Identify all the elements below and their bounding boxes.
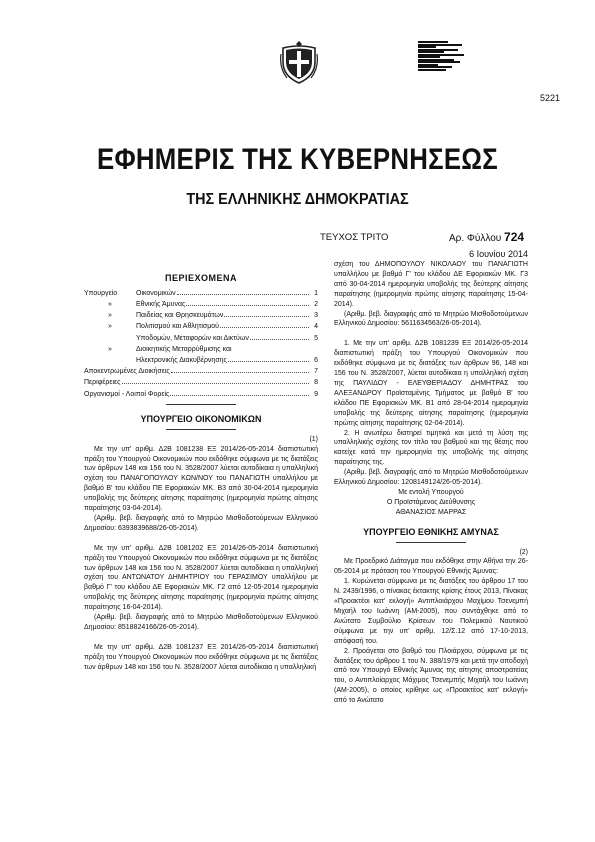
toc-page: 8 <box>314 379 318 387</box>
toc-entry: Ηλεκτρονικής Διακυβέρνησης <box>136 357 227 365</box>
leader-dots <box>186 304 309 306</box>
toc-entry: Οικονομικών <box>136 289 176 297</box>
toc-ministry: » <box>108 323 112 331</box>
paragraph: (Αριθμ. βεβ. διαγραφής από το Μητρώο Μισθοδοτούμενων Ελληνικού Δημοσίου: 5611634563/26-05-2014). <box>334 310 528 328</box>
paragraph: Με Προεδρικό Διάταγμα που εκδόθηκε στην Αθήνα την 26-05-2014 με πρόταση του Υπουργού Εθνικής Άμυνας: <box>334 558 528 576</box>
toc-page: 7 <box>314 368 318 376</box>
paragraph: 1. Με την υπ' αριθμ. Δ2Β 1081239 ΕΞ 2014/26-05-2014 διαπιστωτική πράξη του Υπουργού Οικονομικών που εκδόθηκε σύμφωνα με τις διατάξεις των άρθρων 96, 148 και 156 του Ν. 3528/2007, λύεται αυτοδίκαια η υπαλληλική σχέση της ΠΑΥΛΙΔΟΥ - ΕΛΕΥΘΕΡΙΑΔΟΥ ΔΗΜΗΤΡΑΣ του ΑΛΕΞΑΝΔΡΟΥ Προϊσταμένης Τμήματος με βαθμό Β' του κλάδου ΠΕ Εφοριακών ΜΚ. Β1 από 28-04-2014 ημερομηνία υποβολής της δεύτερης αίτησης παραίτησης (ημερομηνία πρώτης αίτησης παραίτησης 02-04-2014). <box>334 340 528 427</box>
gazette-subtitle: ΤΗΣ ΕΛΛΗΝΙΚΗΣ ΔΗΜΟΚΡΑΤΙΑΣ <box>186 191 409 208</box>
toc-row <box>84 289 318 300</box>
section-heading-defence: ΥΠΟΥΡΓΕΙΟ ΕΘΝΙΚΗΣ ΑΜΥΝΑΣ <box>363 526 499 537</box>
toc-row <box>84 322 318 333</box>
barcode-bar <box>418 69 446 71</box>
toc-ministry: Οργανισμοί - Λοιποί Φορείς <box>84 390 170 398</box>
sheet-number <box>449 230 524 244</box>
paragraph: (Αριθμ. βεβ. διαγραφής από το Μητρώο Μισθοδοτούμενων Ελληνικού Δημοσίου: 8518824166/26-05-2014). <box>84 614 318 631</box>
paragraph: Με την υπ' αριθμ. Δ2Β 1081238 ΕΞ 2014/26-05-2014 διαπιστωτική πράξη του Υπουργού Οικονομικών που εκδόθηκε σύμφωνα με τις διατάξεις των άρθρων 148 και 156 του Ν. 3528/2007 λύεται αυτοδίκαια η υπαλληλική σχέση του ΠΑΝΑΓΟΠΟΥΛΟΥ ΚΩΝ/ΝΟΥ του ΠΑΝΑΓΙΩΤΗ υπαλλήλου με βαθμό Β' του κλάδου ΠΕ Εφοριακών ΜΚ. Β3 από 30-04-2014 ημερομηνία υποβολής της δεύτερης αίτησης παραίτησης (ημερομηνία πρώτης αίτησης παραίτησης 03-04-2014). <box>84 445 318 513</box>
issue-series: ΤΕΥΧΟΣ ΤΡΙΤΟ <box>320 232 389 243</box>
toc-row <box>84 345 318 356</box>
toc-ministry: » <box>108 345 112 353</box>
leader-dots <box>122 382 309 384</box>
sheet-value: 724 <box>504 230 525 244</box>
toc-heading: ΠΕΡΙΕΧΟΜΕΝΑ <box>164 273 237 283</box>
decision-number: (1) <box>309 435 318 443</box>
toc-entry: Παιδείας και Θρησκευμάτων <box>136 312 224 320</box>
toc-entry: Διοικητικής Μεταρρύθμισης και <box>136 345 232 353</box>
barcode <box>418 33 464 73</box>
toc-ministry: » <box>108 312 112 320</box>
toc-row <box>84 356 318 367</box>
paragraph: 2. Η ανωτέρω διατηρεί τιμητικά και μετά τη λύση της υπαλληλικής σχέσης τον τίτλο του βαθμού και της θέσης που κατείχε κατά την ημερομηνία της υποβολής της αίτησης παραίτησης της. <box>334 429 528 467</box>
paragraph: σχέση του ΔΗΜΟΠΟΥΛΟΥ ΝΙΚΟΛΑΟΥ του ΠΑΝΑΓΙΩΤΗ υπαλλήλου με βαθμό Γ' του κλάδου ΔΕ Εφοριακών ΜΚ. Γ3 από 30-04-2014 ημερομηνία υποβολής της δεύτερης αίτησης παραίτησης (ημερομηνία πρώτης αίτησης παραίτησης 15-04-2014). <box>334 261 528 308</box>
divider <box>166 429 236 430</box>
signature-line: Ο Προϊστάμενος Διεύθυνσης <box>386 498 476 506</box>
toc-page: 6 <box>314 357 318 365</box>
leader-dots <box>170 394 309 396</box>
toc-row <box>84 311 318 322</box>
issue-date: 6 Ιουνίου 2014 <box>469 249 528 259</box>
decision-number: (2) <box>519 548 528 556</box>
section-heading-finance: ΥΠΟΥΡΓΕΙΟ ΟΙΚΟΝΟΜΙΚΩΝ <box>140 413 262 424</box>
right-column <box>334 260 528 706</box>
toc-ministry: Αποκεντρωμένες Διοικήσεις <box>84 368 170 376</box>
signature-line: Με εντολή Υπουργού <box>398 488 464 496</box>
page-number: 5221 <box>540 93 561 103</box>
toc-page: 9 <box>314 390 318 398</box>
paragraph: 1. Κυρώνεται σύμφωνα με τις διατάξεις του άρθρου 17 του Ν. 2439/1996, ο πίνακας έκτακτης κρίσης έτους 2013, Πίνακας «Προακτέοι κατ' εκλογή» Αντιπλοιάρχου Μαχίμου Τσενεμπή Μιχαήλ του Ιωάννη (ΑΜ-2005), που συντάχθηκε από το Ανώτατο Συμβούλιο Κρίσεων του Πολεμικού Ναυτικού σύμφωνα με την υπ' αριθμ. 12/Σ.12 από 17-10-2013, απόφασή του. <box>334 578 528 645</box>
leader-dots <box>177 293 309 295</box>
paragraph: Με την υπ' αριθμ. Δ2Β 1081202 ΕΞ 2014/26-05-2014 διαπιστωτική πράξη του Υπουργού Οικονομικών που εκδόθηκε σύμφωνα με τις διατάξεις των άρθρων 148 και 156 του Ν. 3528/2007 λύεται αυτοδίκαια η υπαλληλική σχέση του ΑΝΤΩΝΑΤΟΥ ΔΗΜΗΤΡΙΟΥ του ΓΕΡΑΣΙΜΟΥ υπαλλήλου με βαθμό Γ' του κλάδου ΔΕ Εφοριακών ΜΚ. Γ2 από 12-05-2014 ημερομηνία υποβολής της δεύτερης αίτησης παραίτησης (ημερομηνία πρώτης αίτησης παραίτησης 16-04-2014). <box>84 544 318 612</box>
coat-of-arms-emblem <box>279 40 319 84</box>
leader-dots <box>250 338 309 340</box>
leader-dots <box>224 315 309 317</box>
toc-page: 1 <box>314 289 318 297</box>
leader-dots <box>220 326 309 328</box>
toc-row <box>84 390 318 401</box>
barcode-bar <box>418 66 452 68</box>
toc-entry: Πολιτισμού και Αθλητισμού <box>136 323 220 331</box>
toc-ministry: Υπουργείο <box>84 289 118 297</box>
toc-row <box>84 300 318 311</box>
toc-entry: Εθνικής Άμυνας <box>136 301 186 309</box>
paragraph: (Αριθμ. βεβ. διαγραφής από το Μητρώο Μισθοδοτούμενων Ελληνικού Δημοσίου: 1208149124/26-05-2014). <box>334 469 528 487</box>
barcode-bar <box>418 41 448 43</box>
toc-page: 3 <box>314 312 318 320</box>
signature-block <box>334 488 528 518</box>
toc-page: 2 <box>314 301 318 309</box>
paragraph: 2. Προάγεται στο βαθμό του Πλοιάρχου, σύμφωνα με τις διατάξεις του άρθρου 1 του Ν. 388/1979 και μετά την αποδοχή από τον Υπουργό Εθνικής Άμυνας της αίτησης αποστρατείας του, ο Αντιπλοίαρχος Μάχιμος Τσενεμπής Μιχαήλ του Ιωάννη (ΑΜ-2005), ο οποίος κρίθηκε ως «Προακτέος κατ' εκλογή» από το Ανώτατο <box>334 647 528 705</box>
toc-page: 5 <box>314 334 318 342</box>
sheet-label: Αρ. Φύλλου <box>449 233 502 244</box>
barcode-bar <box>418 51 444 53</box>
toc-row <box>84 378 318 389</box>
gazette-title: ΕΦΗΜΕΡΙΣ ΤΗΣ ΚΥΒΕΡΝΗΣΕΩΣ <box>96 143 499 176</box>
divider <box>396 542 466 543</box>
divider <box>166 404 236 405</box>
leader-dots <box>228 360 309 362</box>
toc-page: 4 <box>314 323 318 331</box>
paragraph: Με την υπ' αριθμ. Δ2Β 1081237 ΕΞ 2014/26-05-2014 διαπιστωτική πράξη του Υπουργού Οικονομικών που εκδόθηκε σύμφωνα με τις διατάξεις των άρθρων 148 και 156 του Ν. 3528/2007 λύεται αυτοδίκαια η υπαλληλική <box>84 643 318 671</box>
left-column <box>84 260 318 673</box>
table-of-contents <box>84 289 318 401</box>
toc-ministry: » <box>108 301 112 309</box>
toc-ministry: Περιφέρειες <box>84 379 121 387</box>
toc-entry: Υποδομών, Μεταφορών και Δικτύων <box>136 334 249 342</box>
paragraph: (Αριθμ. βεβ. διαγραφής από το Μητρώο Μισθοδοτούμενων Ελληνικού Δημοσίου: 6393839688/26-05-2014). <box>84 514 318 532</box>
barcode-bar <box>418 61 460 63</box>
signatory-name: ΑΘΑΝΑΣΙΟΣ ΜΑΡΡΑΣ <box>395 508 467 516</box>
leader-dots <box>171 371 309 373</box>
barcode-bar <box>418 46 436 48</box>
toc-row <box>84 334 318 345</box>
toc-row <box>84 367 318 378</box>
barcode-bar <box>418 56 440 58</box>
